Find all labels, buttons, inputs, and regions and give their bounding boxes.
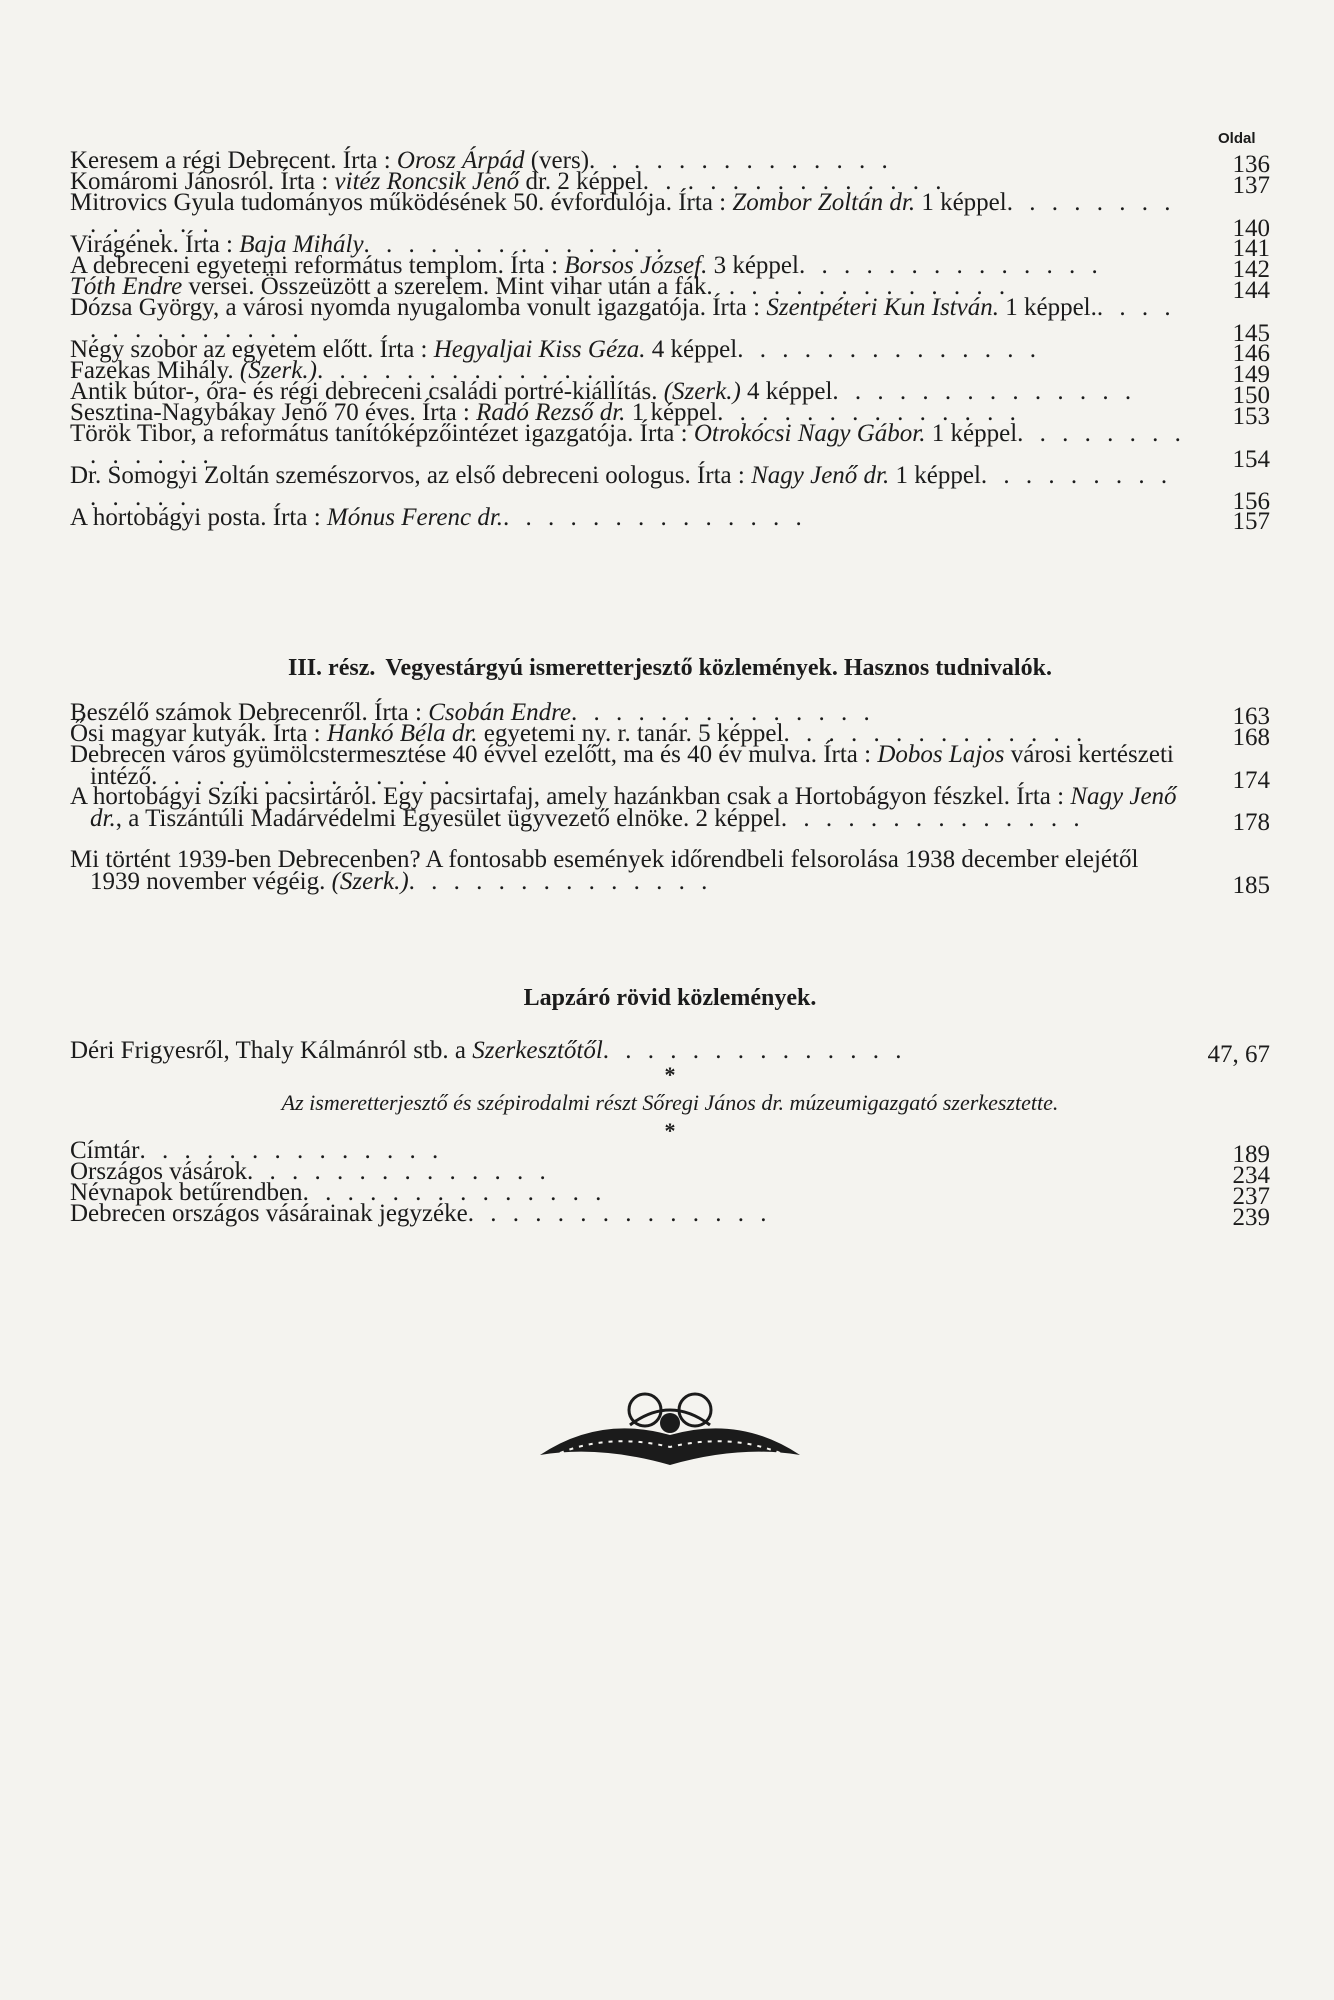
dot-leader: . . . . . . . . . . . . . . <box>783 720 1088 747</box>
toc-entry <box>70 846 1270 899</box>
page-number: 149 <box>1232 361 1270 388</box>
entry-author: Otrokócsi Nagy Gábor. <box>693 420 926 447</box>
entry-text: Debrecen város gyümölcstermesztése 40 évvel ezelőtt, ma és 40 év mulva. Írta : <box>70 741 878 768</box>
editor-credit: Az ismeretterjesztő és szépirodalmi részt Sőregi János dr. múzeumigazgató szerkesztette. <box>281 1090 1059 1115</box>
dot-leader: . . . . . . . . . . . . . . <box>90 189 1176 238</box>
entry-text: Mi történt 1939-ben Debrecenben? A fontosabb események időrendbeli felsorolása 1938 december elejétől 1939 november végéig. <box>70 846 1139 895</box>
separator-star: * <box>664 1062 676 1087</box>
entry-author: Borsos József. <box>564 252 708 279</box>
entry-text: 3 képpel <box>707 252 799 279</box>
page-number: 154 <box>1232 446 1270 473</box>
page-number: 150 <box>1232 382 1270 409</box>
entry-author: Zombor Zoltán dr. <box>732 189 916 216</box>
toc-entry <box>70 1200 1270 1231</box>
entry-text: Keresem a régi Debrecent. Írta : <box>70 147 397 174</box>
page-number: 141 <box>1232 235 1270 262</box>
toc-entry <box>70 462 1270 515</box>
dot-leader: . . . . . . . . . . . . . . <box>602 1037 907 1064</box>
entry-author: Szentpéteri Kun István. <box>766 294 999 321</box>
entry-author: Baja Mihály <box>239 231 364 258</box>
entry-text: Komáromi Jánosról. Írta : <box>70 168 335 195</box>
entry-text: versei. Összeüzött a szerelem. Mint vihar után a fák <box>182 273 707 300</box>
dot-leader: . . . . . . . . . . . . . . <box>90 462 1173 511</box>
page-number: 178 <box>1232 809 1270 836</box>
entry-text: Török Tibor, a református tanítóképzőintézet igazgatója. Írta : <box>70 420 694 447</box>
entry-text: Sesztina-Nagybákay Jenő 70 éves. Írta : <box>70 399 477 426</box>
entry-text: Országos vásárok <box>70 1158 248 1185</box>
page-number: 140 <box>1232 215 1270 242</box>
page-column-header: Oldal <box>1218 130 1256 147</box>
entry-author: Csobán Endre <box>428 699 572 726</box>
entry-text: Névnapok betűrendben <box>70 1179 303 1206</box>
page-number: 163 <box>1232 703 1270 730</box>
dot-leader: . . . . . . . . . . . . . . <box>571 699 875 726</box>
dot-leader: . . . . . . . . . . . . . . <box>467 1200 772 1227</box>
entry-text: városi kertészeti intéző <box>90 741 1174 790</box>
entry-text: A debreceni egyetemi református templom. Írta : <box>70 252 565 279</box>
entry-text: Ősi magyar kutyák. Írta : <box>70 720 327 747</box>
dot-leader: . . . . . . . . . . . . . . <box>706 273 1011 300</box>
entry-text: Debrecen országos vásárainak jegyzéke <box>70 1200 468 1227</box>
part3-title <box>70 655 1270 682</box>
dot-leader: . . . . . . . . . . . . . . <box>316 357 621 384</box>
dot-leader: . . . . . . . . . . . . . . <box>737 336 1041 363</box>
entry-text: Fazekas Mihály. <box>70 357 240 384</box>
page-number: 156 <box>1232 488 1270 515</box>
entry-text: (vers) <box>524 147 590 174</box>
page-number: 157 <box>1232 508 1270 535</box>
toc-entry <box>70 741 1270 794</box>
page-number: 237 <box>1232 1183 1270 1210</box>
dot-leader: . . . . . . . . . . . . . . <box>302 1179 607 1206</box>
entry-author: Nagy Jenő dr. <box>90 783 1177 832</box>
entry-text: dr. 2 képpel <box>519 168 643 195</box>
dot-leader: . . . . . . . . . . . . . . <box>151 763 455 790</box>
toc-entry <box>70 1037 1270 1068</box>
page-number: 47, 67 <box>1207 1041 1270 1068</box>
page-number: 234 <box>1232 1162 1270 1189</box>
entry-author: (Szerk.) <box>331 868 409 895</box>
page-number: 153 <box>1232 403 1270 430</box>
entry-text: 4 képpel <box>740 378 833 405</box>
entry-author: (Szerk.) <box>239 357 317 384</box>
entry-text: 1 képpel <box>889 462 981 489</box>
entry-author: Dobos Lajos <box>877 741 1005 768</box>
entry-text: A hortobágyi Szíki pacsirtáról. Egy pacsirtafaj, amely hazánkban csak a Hortobágyon fészkel. Írta : <box>70 783 1071 810</box>
lapzaro-title: Lapzáró rövid közlemények. <box>523 985 817 1011</box>
entry-text: 1 képpel <box>915 189 1007 216</box>
page-number: 142 <box>1232 256 1270 283</box>
dot-leader: . . . . . . . . . . . . . . <box>780 805 1085 832</box>
page-number: 137 <box>1232 172 1270 199</box>
page-number: 239 <box>1232 1204 1270 1231</box>
entry-author: Tóth Endre <box>70 273 183 300</box>
entry-text: Dózsa György, a városi nyomda nyugalomba vonult igazgatója. Írta : <box>70 294 767 321</box>
dot-leader: . . . . . . . . . . . . . . <box>363 231 668 258</box>
dot-leader: . . . . . . . . . . . . . . <box>139 1137 444 1164</box>
dot-leader: . . . . . . . . . . . . . . <box>247 1158 551 1185</box>
page-number: 146 <box>1232 340 1270 367</box>
toc-entry <box>70 783 1270 836</box>
toc-entry <box>70 420 1270 473</box>
page-number: 185 <box>1232 872 1270 899</box>
entry-author: Mónus Ferenc dr. <box>326 504 504 531</box>
entry-text: , a Tiszántúli Madárvédelmi Egyesület ügyvezető elnöke. 2 képpel <box>115 805 781 832</box>
entry-author: Radó Rezső dr. <box>476 399 626 426</box>
page-number: 189 <box>1232 1141 1270 1168</box>
entry-author: Hegyaljai Kiss Géza. <box>433 336 646 363</box>
page-number: 145 <box>1232 320 1270 347</box>
entry-text: Mitrovics Gyula tudományos működésének 50. évfordulója. Írta : <box>70 189 733 216</box>
entry-text: Virágének. Írta : <box>70 231 240 258</box>
dot-leader: . . . . . . . . . . . . . . <box>717 399 1021 426</box>
entry-text: Beszélő számok Debrecenről. Írta : <box>70 699 429 726</box>
entry-author: vitéz Roncsik Jenő <box>334 168 520 195</box>
dot-leader: . . . . . . . . . . . . . . <box>642 168 947 195</box>
page-number: 168 <box>1232 724 1270 751</box>
dot-leader: . . . . . . . . . . . . . . <box>798 252 1103 279</box>
dot-leader: . . . . . . . . . . . . . . <box>503 504 807 531</box>
dot-leader: . . . . . . . . . . . . . . <box>90 294 1176 343</box>
entry-text: 4 képpel <box>645 336 738 363</box>
page-number: 174 <box>1232 767 1270 794</box>
dot-leader: . . . . . . . . . . . . . . <box>408 868 713 895</box>
decorative-ornament <box>520 1375 820 1485</box>
entry-text: 1 képpel. <box>998 294 1097 321</box>
entry-author: Hankó Béla dr. <box>326 720 478 747</box>
entry-text: Címtár <box>70 1137 140 1164</box>
entry-text: Dr. Somogyi Zoltán szemészorvos, az első debreceni oologus. Írta : <box>70 462 752 489</box>
entry-author: (Szerk.) <box>663 378 741 405</box>
entry-text: 1 képpel <box>625 399 718 426</box>
part3-title-text: Vegyestárgyú ismeretterjesztő közlemények. Hasznos tudnivalók. <box>385 655 1052 681</box>
entry-text: Négy szobor az egyetem előtt. Írta : <box>70 336 434 363</box>
entry-author: Szerkesztőtől <box>472 1037 603 1064</box>
entry-author: Nagy Jenő dr. <box>751 462 890 489</box>
dot-leader: . . . . . . . . . . . . . . <box>832 378 1137 405</box>
dot-leader: . . . . . . . . . . . . . . <box>90 420 1186 469</box>
page-number: 136 <box>1232 151 1270 178</box>
page-number: 144 <box>1232 277 1270 304</box>
entry-text: Déri Frigyesről, Thaly Kálmánról stb. a <box>70 1037 473 1064</box>
entry-text: A hortobágyi posta. Írta : <box>70 504 327 531</box>
separator-star-2: * <box>664 1118 676 1143</box>
toc-entry <box>70 504 1270 535</box>
entry-author: Orosz Árpád <box>396 147 525 174</box>
entry-text: egyetemi ny. r. tanár. 5 képpel <box>477 720 784 747</box>
part3-roman: III. rész. <box>288 655 376 681</box>
entry-text: 1 képpel <box>925 420 1018 447</box>
dot-leader: . . . . . . . . . . . . . . <box>589 147 893 174</box>
toc-entry <box>70 189 1270 242</box>
entry-text: Antik bútor-, óra- és régi debreceni családi portré-kiállítás. <box>70 378 664 405</box>
toc-entry <box>70 294 1270 347</box>
